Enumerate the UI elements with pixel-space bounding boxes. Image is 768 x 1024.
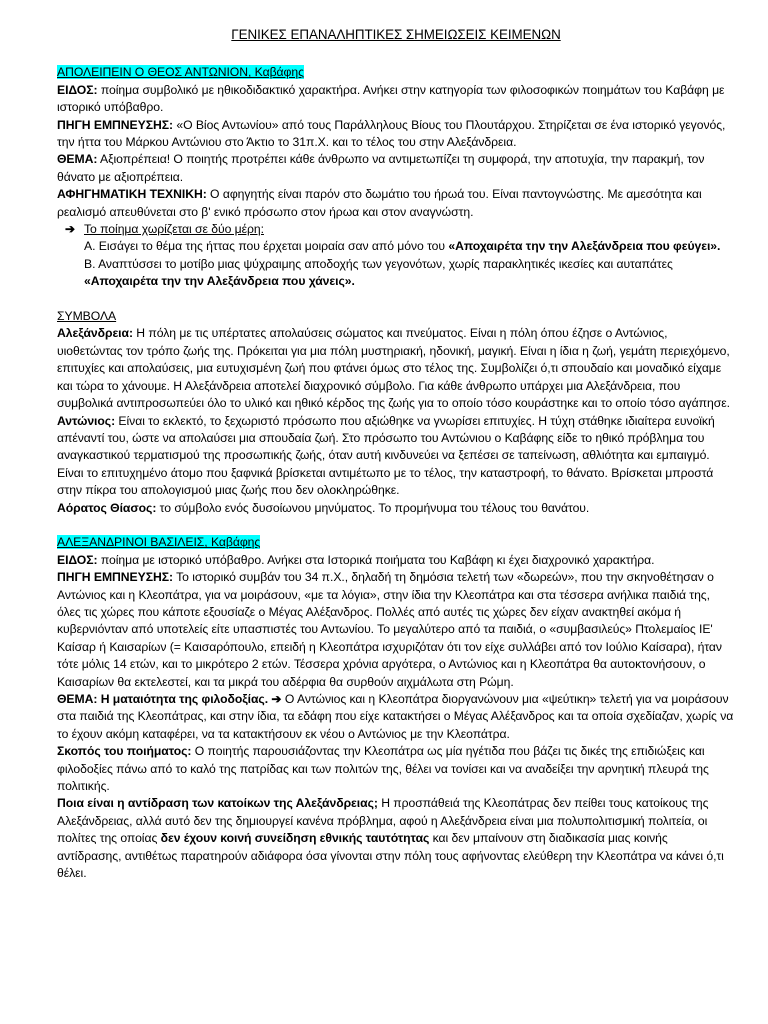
parts-heading: Το ποίημα χωρίζεται σε δύο μέρη: xyxy=(84,222,264,237)
thema-paragraph-2 xyxy=(57,691,735,743)
arrow-icon: ➔ xyxy=(268,692,285,706)
antidrasi-paragraph xyxy=(57,795,735,882)
part-a-paragraph xyxy=(57,238,735,255)
thema-text: Αξιοπρέπεια! Ο ποιητής προτρέπει κάθε άνθρωπο να αντιμετωπίζει τη συμφορά, την αποτυχία, την παρακμή, τον θάνατο με αξιοπρέπεια. xyxy=(57,152,705,184)
skopos-label: Σκοπός του ποιήματος: xyxy=(57,744,192,759)
spacer xyxy=(57,517,735,534)
thiasos-paragraph xyxy=(57,500,735,517)
eidos-text: ποίημα συμβολικό με ηθικοδιδακτικό χαρακτήρα. Ανήκει στην κατηγορία των φιλοσοφικών ποιημάτων του Καβάφη με ιστορικό υπόβαθρο. xyxy=(57,82,725,115)
skopos-text: Ο ποιητής παρουσιάζοντας την Κλεοπάτρα ως μία ηγέτιδα που βάζει τις δικές της επιδιώξεις και φιλοδοξίες πάνω από το καλό της πατρίδας και των πολιτών της, θέλει να τονίσει και να αναδείξει την αρνητική πλευρά της πολιτικής. xyxy=(57,744,709,794)
arrow-icon: ➔ xyxy=(65,222,76,237)
antidrasi-text-1: Η προσπάθειά της Κλεοπάτρας δεν πείθει τους κατοίκους της Αλεξάνδρειας, αλλά αυτό δεν της δημιουργεί κανένα πρόβλημα, αφού η Αλεξάνδρεια είναι μια πολυπολιτισμική πολιτεία, οι πολίτες της οποίας xyxy=(57,796,709,846)
alexandreia-label: Αλεξάνδρεια: xyxy=(57,326,133,341)
thema-label: ΘΕΜΑ: xyxy=(57,152,98,167)
thema-label-2: ΘΕΜΑ: Η ματαιότητα της φιλοδοξίας. xyxy=(57,692,269,706)
antidrasi-bold: δεν έχουν κοινή συνείδηση εθνικής ταυτότητας xyxy=(160,831,430,846)
alexandreia-paragraph xyxy=(57,325,735,412)
thema-text-2: Ο Αντώνιος και η Κλεοπάτρα διοργανώνουν μια «ψεύτικη» τελετή για να μοιράσουν στα παιδιά της Κλεοπάτρας, και στην ίδια, τα εδάφη που είχε κατακτήσει ο Μέγας Αλέξανδρος και τα οποία σχεδίαζαν, χωρίς να το έχουν ακόμη καταφέρει, να τα κατακτήσουν εκ νέου ο Αντώνιος με την Κλεοπάτρα. xyxy=(57,692,734,741)
antidrasi-text-2: και δεν μπαίνουν στη διαδικασία μιας κοινής αντίδρασης, αντιθέτως παρατηρούν αδιάφορα όσα γίνονται στην πόλη τους αφήνοντας ελεύθερη την Κλεοπάτρα να κάνει ό,τι θέλει. xyxy=(57,831,724,881)
part-b-text: Β. Αναπτύσσει το μοτίβο μιας ψύχραιμης αποδοχής των γεγονότων, χωρίς παρακλητικές ικεσίες και αυταπάτες xyxy=(84,256,673,271)
thiasos-label: Αόρατος Θίασος: xyxy=(57,500,157,515)
alexandreia-text: Η πόλη με τις υπέρτατες απολαύσεις σώματος και πνεύματος. Είναι η πόλη όπου έζησε ο Αντώνιος, υιοθετώντας τον τρόπο ζωής της. Πρόκειται για μια πόλη μυστηριακή, ηδονική, μαγική. Είναι η ίδια η ζωή, γεμάτη περιεχόμενο, επιτυχίες και απολαύσεις, μια ευτυχισμένη ζωή που φτάνει όμως στο τέλος της. Συμβολίζει ό,τι σπουδαίο και μοναδικό είχαμε και τώρα το χάνουμε. Η Αλεξάνδρεια αποτελεί διαχρονικό σύμβολο. Για κάθε άνθρωπο υπάρχει μια Αλεξάνδρεια, που συμβολικά αντιπροσωπεύει όλο το υλικό και ηθικό κέρδος της ζωής για το οποίο τόσο κουράστηκε και το οποίο τόσο αγάπησε. xyxy=(57,326,730,411)
eidos-label-2: ΕΙΔΟΣ: xyxy=(57,552,98,567)
antonios-text: Είναι το εκλεκτό, το ξεχωριστό πρόσωπο που αξιώθηκε να γνωρίσει επιτυχίες. Η τύχη στάθηκε ιδιαίτερα ευνοϊκή απέναντί του, ώστε να απολαύσει μια σπουδαία ζωή. Στο πρόσωπο του Αντώνιου ο Καβάφης είδε το ηθικό πρόβλημα του αναγκαστικού τερματισμού της προσωπικής ζωής, όταν αυτή κινδυνεύει να ξεπέσει σε ταπείνωση, αθλιότητα και εμπαιγμό. Είναι το επιτυχημένο άτομο που ξαφνικά βρίσκεται αντιμέτωπο με το τέλος, την καταστροφή, το θάνατο. Βρίσκεται μπροστά στην πίκρα του απολογισμού μιας ζωής που δεν ολοκληρώθηκε. xyxy=(57,413,715,498)
afigimatiki-paragraph xyxy=(57,186,735,221)
eidos-text-2: ποίημα με ιστορικό υπόβαθρο. Ανήκει στα Ιστορικά ποιήματα του Καβάφη κι έχει διαχρονικό χαρακτήρα. xyxy=(97,552,655,567)
symbols-heading: ΣΥΜΒΟΛΑ xyxy=(57,309,117,324)
skopos-paragraph xyxy=(57,743,735,795)
section-heading-apoleipein xyxy=(57,64,735,81)
page-title: ΓΕΝΙΚΕΣ ΕΠΑΝΑΛΗΠΤΙΚΕΣ ΣΗΜΕΙΩΣΕΙΣ ΚΕΙΜΕΝΩΝ xyxy=(231,27,561,42)
part-a-quote: «Αποχαιρέτα την την Αλεξάνδρεια που φεύγει». xyxy=(448,239,721,254)
section-heading-text: ΑΛΕΞΑΝΔΡΙΝΟΙ ΒΑΣΙΛΕΙΣ, Καβάφης xyxy=(57,535,261,550)
pigi-text-2: Το ιστορικό συμβάν του 34 π.Χ., δηλαδή τη δημόσια τελετή των «δωρεών», που την σκηνοθέτησαν ο Αντώνιος και η Κλεοπάτρα, για να μοιράσουν, «με τα λόγια», στην ίδια την Κλεοπάτρα και στα τέσσερα ανήλικα παιδιά της, όλες τις χώρες που κάποτε εξουσίαζε ο Μέγας Αλέξανδρος. Πολλές από αυτές τις χώρες δεν είχαν ανακτηθεί ακόμα ή κυβερνιόνταν από υποτελείς είτε υπασπιστές του Αντωνίου. Το μεγαλύτερο από τα παιδιά, ο «συμβασιλεύς» Πτολεμαίος ΙΕ' Καίσαρ ή Καισαρίων (= Καισαρόπουλο, επειδή η Κλεοπάτρα ισχυριζόταν ότι τον είχε συλλάβει από τον Ιούλιο Καίσαρα), ήταν τότε μόλις 14 ετών, και το μικρότερο 2 ετών. Τέσσερα χρόνια αργότερα, ο Αντώνιος και η Κλεοπάτρα θα αυτοκτονήσουν, ο Καισαρίων θα εκτελεστεί, και τα μικρά του αδέρφια θα συρθούν αιχμάλωτα στη Ρώμη. xyxy=(57,570,722,689)
pigi-text: «Ο Βίος Αντωνίου» από τους Παράλληλους Βίους του Πλουτάρχου. Στηρίζεται σε ένα ιστορικό γεγονός, την ήττα του Μάρκου Αντώνιου στο Άκτιο το 31π.Χ. και το τέλος του στην Αλεξάνδρεια. xyxy=(57,117,726,150)
spacer xyxy=(57,291,735,308)
thema-paragraph xyxy=(57,151,735,186)
antidrasi-label: Ποια είναι η αντίδραση των κατοίκων της Αλεξάνδρειας; xyxy=(57,796,378,811)
pigi-paragraph-2 xyxy=(57,569,735,691)
eidos-label: ΕΙΔΟΣ: xyxy=(57,82,98,97)
thiasos-text: το σύμβολο ενός δυσοίωνου μηνύματος. Το προμήνυμα του τέλους του θανάτου. xyxy=(156,500,590,515)
document-body xyxy=(57,26,735,882)
eidos-paragraph xyxy=(57,82,735,117)
pigi-paragraph xyxy=(57,117,735,152)
section-heading-text: ΑΠΟΛΕΙΠΕΙΝ Ο ΘΕΟΣ ΑΝΤΩΝΙΟΝ, Καβάφης xyxy=(57,65,304,80)
eidos-paragraph-2 xyxy=(57,552,735,569)
part-a-text: Α. Εισάγει το θέμα της ήττας που έρχεται μοιραία σαν από μόνο του xyxy=(84,239,449,254)
antonios-label: Αντώνιος: xyxy=(57,413,116,428)
pigi-label: ΠΗΓΗ ΕΜΠΝΕΥΣΗΣ: xyxy=(57,117,173,132)
antonios-paragraph xyxy=(57,413,735,500)
parts-heading-line xyxy=(57,221,735,238)
part-b-paragraph xyxy=(57,256,735,291)
afigimatiki-text: Ο αφηγητής είναι παρόν στο δωμάτιο του ήρωά του. Είναι παντογνώστης. Με αμεσότητα και ρεαλισμό απευθύνεται στο β' ενικό πρόσωπο στον ήρωα και στον αναγνώστη. xyxy=(57,187,702,219)
part-b-quote: «Αποχαιρέτα την την Αλεξάνδρεια που χάνεις». xyxy=(84,274,355,289)
section-heading-alexandrinoi xyxy=(57,534,735,551)
afigimatiki-label: ΑΦΗΓΗΜΑΤΙΚΗ ΤΕΧΝΙΚΗ: xyxy=(57,187,207,202)
pigi-label-2: ΠΗΓΗ ΕΜΠΝΕΥΣΗΣ: xyxy=(57,570,173,585)
